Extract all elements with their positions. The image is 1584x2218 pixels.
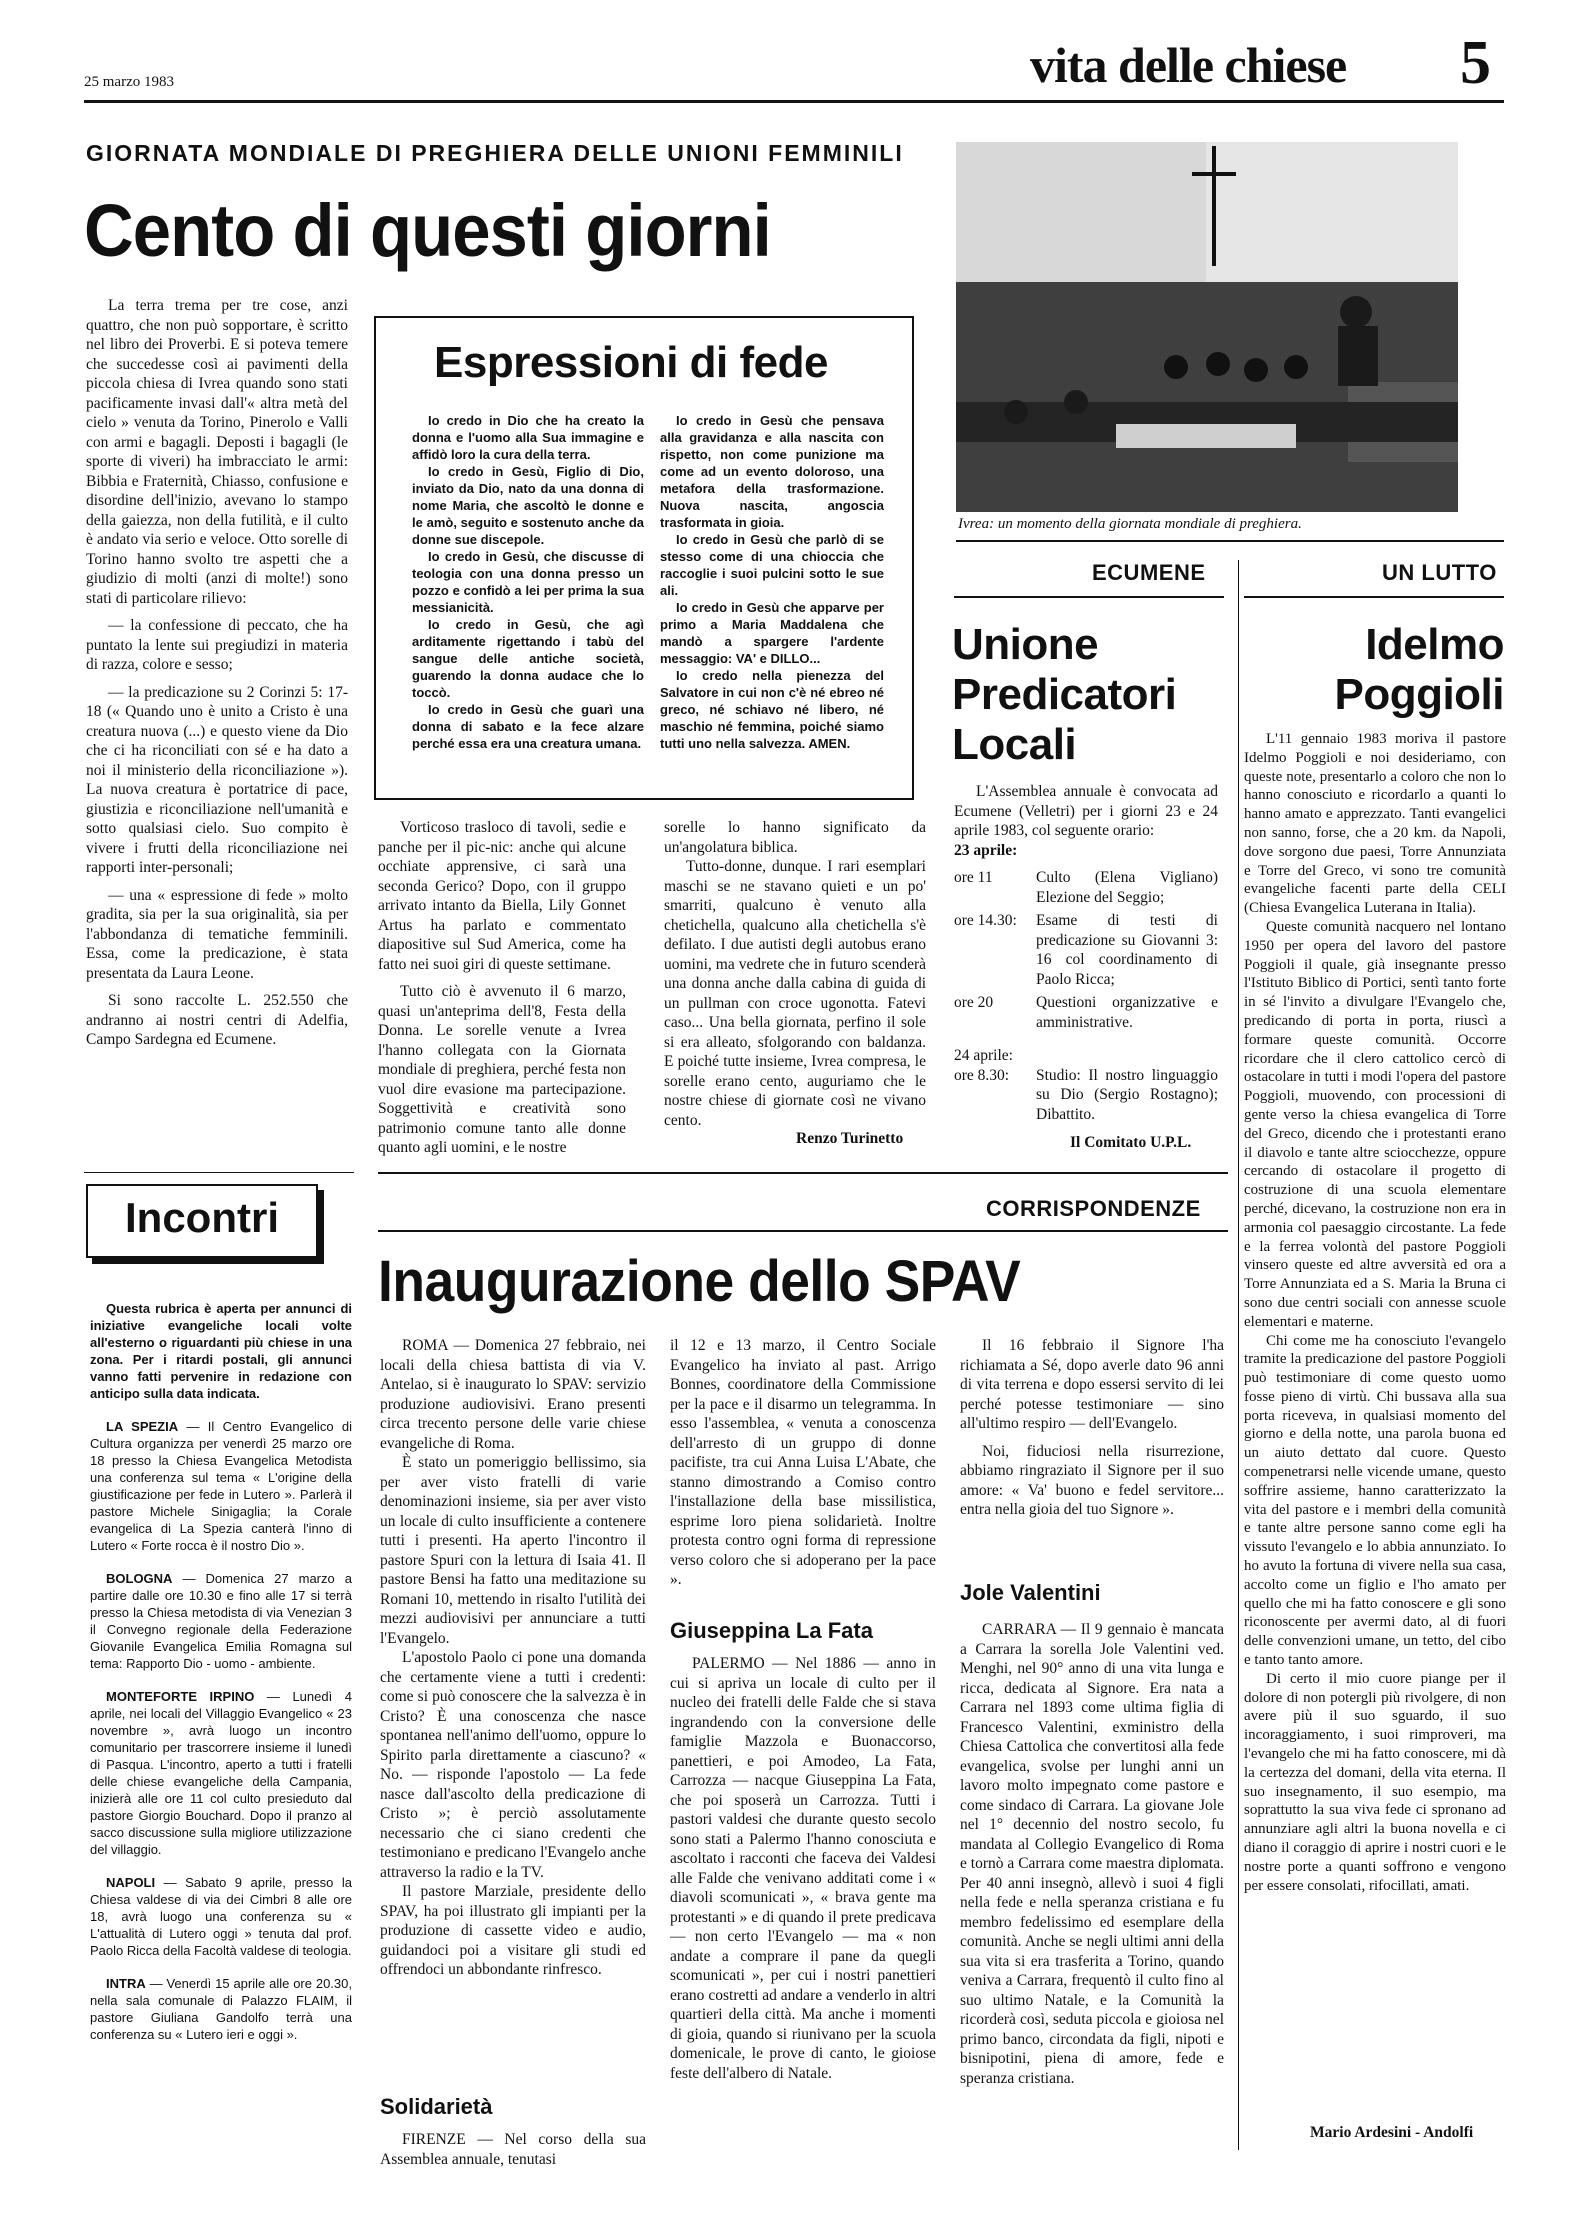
lead-col-3	[664, 818, 926, 1130]
faith-box	[374, 316, 914, 800]
spav-label: CORRISPONDENZE	[986, 1196, 1201, 1221]
lead-col1-par: — la confessione di peccato, che ha puntato la lente sui pregiudizi in materia di razza, colore e sesso;	[86, 617, 348, 673]
incontri-item: BOLOGNA — Domenica 27 marzo a partire dalle ore 10.30 e fino alle 17 si terrà presso la Chiesa metodista di via Venezian 3 il Convegno regionale della Federazione Giovanile Evangelica Emilia Romagna sul tema: Rapporto Dio - uomo - ambiente.	[90, 1571, 353, 1671]
incontri-item: LA SPEZIA — Il Centro Evangelico di Cultura organizza per venerdì 25 marzo ore 18 presso la Chiesa Evangelica Metodista una conferenza sul tema « L'origine della giustificazione per fede in Lutero ». Parlerà il pastore Michele Sinigaglia; la Corale evangelica di La Spezia canterà l'inno di Lutero « Forte rocca è il nostro Dio ».	[90, 1419, 352, 1553]
lead-col2-par: Tutto ciò è avvenuto il 6 marzo, quasi un'anteprima dell'8, Festa della Donna. Le sorelle venute a Ivrea l'hanno collegata con la Giornata mondiale di preghiera, perché festa non vuol dire evasione ma partecipazione. Soggettività e creatività sono patrimonio comune tanto alle donne quanto agli uomini, e le nostre	[378, 983, 626, 1156]
ecumene-label: ECUMENE	[1092, 560, 1206, 585]
lafata-cont: Il 16 febbraio il Signore l'ha richiamata a Sé, dopo averle dato 96 anni di vita terrena e dopo essersi servito di lei perché potesse testimoniare — sino all'ultimo respiro — dell'Evangelo.	[960, 1337, 1224, 1432]
faith-statement: Io credo in Gesù, che agì arditamente rigettando i tabù del sangue delle antiche società, guarendo la donna audace che lo toccò.	[412, 617, 644, 700]
faith-box-title: Espressioni di fede	[434, 338, 828, 387]
lutto-par: L'11 gennaio 1983 moriva il pastore Idelmo Poggioli e noi desideriamo, con queste note, presentarlo a coloro che non lo hanno conosciuto e ricordarlo a quanti lo hanno amato e apprezzato. Tanti evangelici non sanno, forse, che a 20 km. da Napoli, dove sorgono due paesi, Torre Annunziata e Torre del Greco, vi sono tre comunità evangeliche facenti parte della CELI (Chiesa Evangelica Luterana in Italia).	[1244, 731, 1506, 917]
spav-top-rule	[378, 1172, 1228, 1174]
lafata-text: PALERMO — Nel 1886 — anno in cui si apriva un locale di culto per il nucleo dei fratelli delle Falde che si stava ingrandendo con la conversione delle famiglie Mazzola e Buonaccorso, panettieri, e poi Amodeo, La Fata, Carrozza — nacque Giuseppina La Fata, che poi sposerà un Carrozza. Tutti i pastori valdesi che durante questo secolo sono stati a Palermo l'hanno conosciuta e ascoltato i racconti che faceva dei Valdesi alle Falde che venivano additati come i « diavoli scomunicati », « brava gente ma protestanti » e di quando il prete predicava — non certo l'Evangelo — ma « non andate a comprare il pane da quegli scomunicati », per cui i nostri panettieri erano costretti ad andare a venderlo in altri quartieri della città. Ma anche i momenti di gioia, quando si riunivano per la scuola domenicale, le prove di canto, le gioiose feste dell'albero di Natale.	[670, 1655, 936, 2082]
incontri-title: Incontri	[125, 1194, 279, 1241]
ecumene-title-line: Unione	[952, 620, 1099, 669]
spav-col-1	[380, 1336, 646, 1980]
valentini-title: Jole Valentini	[960, 1580, 1101, 1605]
photo-caption: Ivrea: un momento della giornata mondiale di preghiera.	[958, 516, 1302, 532]
spav-par: È stato un pomeriggio bellissimo, sia per aver visto fratelli di varie denominazioni insieme, sia per aver visto un locale di culto insufficiente a contenere tutti i presenti. Ha aperto l'incontro il pastore Spuri con la lettura di Isaia 41. Il pastore Bensi ha fatto una meditazione su Romani 10, mettendo in risalto l'utilità dei mezzi audiovisivi per annunciare a tutti l'Evangelo.	[380, 1454, 646, 1647]
solidarieta-cont: il 12 e 13 marzo, il Centro Sociale Evangelico ha inviato al past. Arrigo Bonnes, coordinatore della Commissione per la pace e il disarmo un telegramma. In esso l'assemblea, « venuta a conoscenza dell'arresto di un gruppo di donne pacifiste, tra cui Anna Luisa L'Abate, che stanno dimostrando a Comiso contro l'installazione della base missilistica, esprime loro piena solidarietà. Inoltre protesta contro ogni forma di repressione verso coloro che si adoperano per la pace ».	[670, 1337, 936, 1588]
ecumene-intro: L'Assemblea annuale è convocata ad Ecumene (Velletri) per i giorni 23 e 24 aprile 1983, col seguente orario:	[954, 783, 1218, 839]
ecumene-day: 23 aprile:	[954, 841, 1018, 859]
header-rule	[84, 100, 1504, 103]
incontri-item: NAPOLI — Sabato 9 aprile, presso la Chiesa valdese di via dei Cimbri 8 alle ore 18, avrà luogo una conferenza su « L'attualità di Lutero oggi » tenuta dal prof. Paolo Ricca della Facoltà valdese di teologia.	[90, 1875, 352, 1958]
lafata-body	[670, 1654, 936, 2083]
agenda-row: ore 20 Questioni organizzative e amministrative.	[954, 994, 1218, 1031]
lead-col-2	[378, 818, 626, 1158]
page-number: 5	[1460, 29, 1491, 97]
faith-box-left	[412, 412, 644, 752]
agenda-row: ore 11 Culto (Elena Vigliano) Elezione del Seggio;	[954, 869, 1218, 906]
spav-col-3	[960, 1336, 1224, 1520]
ecumene-title-line: Locali	[952, 720, 1077, 769]
faith-statement: Io credo in Gesù, che discusse di teologia con una donna presso un pozzo e confidò a lei per prima la sua messianicità.	[412, 549, 644, 615]
agenda-row: ore 8.30: Studio: Il nostro linguaggio su Dio (Sergio Rostagno); Dibattito.	[954, 1066, 1218, 1123]
lafata-cont: Noi, fiduciosi nella risurrezione, abbiamo ringraziato il Signore per il suo amore: « Va' buono e fedel servitore... entra nella gioia del tuo Signore ».	[960, 1442, 1224, 1518]
faith-box-right	[660, 412, 884, 752]
spav-col-2	[670, 1336, 936, 1590]
lead-author: Renzo Turinetto	[796, 1130, 904, 1147]
ecumene-body	[954, 782, 1218, 1124]
lutto-author: Mario Ardesini - Andolfi	[1310, 2124, 1474, 2141]
lutto-body	[1244, 730, 1506, 1895]
ecumene-day: 24 aprile:	[954, 1047, 1013, 1064]
lutto-title-line: Idelmo	[1365, 620, 1504, 669]
photo-ivrea	[956, 142, 1458, 512]
lutto-par: Di certo il mio cuore piange per il dolore di non potergli più rivolgere, di non avere più il suo sguardo, il suo incoraggiamento, i suoi rimproveri, ma l'evangelo che mi ha fatto conoscere, mi dà la certezza del domani, della vita eterna. Il suo insegnamento, il suo esempio, ma soprattutto la sua viva fede ci spronano ad annunziare agli altri la buona novella e ci diano il coraggio di aprire i nostri cuori e le nostre porte a quanti soffrono e vengono per essere consolati, rifocillati, amati.	[1244, 1670, 1506, 1894]
spav-par: Il pastore Marziale, presidente dello SPAV, ha poi illustrato gli impianti per la produzione di cassette video e audio, guidandoci poi a visitare gli studi ed offrendoci un abbondante rinfresco.	[380, 1883, 646, 1978]
incontri-top-rule	[84, 1172, 354, 1173]
page-date: 25 marzo 1983	[84, 74, 174, 90]
spav-title: Inaugurazione dello SPAV	[378, 1249, 1021, 1314]
solidarieta-body	[380, 2130, 646, 2169]
ecumene-rule	[954, 596, 1224, 598]
solidarieta-title: Solidarietà	[380, 2094, 493, 2119]
lead-col1-par: — una « espressione di fede » molto gradita, sia per la sua originalità, sia per l'abbondanza di tematiche femminili. Essa, come la predicazione, è stata presentata da Laura Leone.	[86, 886, 348, 982]
agenda-row: ore 14.30: Esame di testi di predicazione su Giovanni 3: 16 col coordinamento di Paolo Ricca;	[954, 912, 1218, 988]
spav-par: ROMA — Domenica 27 febbraio, nei locali della chiesa battista di via V. Antelao, si è inaugurato lo SPAV: servizio produzione audiovisivi. Erano presenti circa trecento persone delle varie chiese evangeliche di Roma.	[380, 1337, 646, 1452]
photo-rule	[956, 540, 1504, 542]
incontri-box	[86, 1184, 318, 1258]
lutto-label: UN LUTTO	[1382, 560, 1497, 585]
solidarieta-text: FIRENZE — Nel corso della sua Assemblea annuale, tenutasi	[380, 2131, 646, 2168]
valentini-text: CARRARA — Il 9 gennaio è mancata a Carrara la sorella Jole Valentini ved. Menghi, nel 90° anno di una vita lunga e ricca, dedicata al Signore. Era nata a Carrara nel 1893 come ultima figlia di Francesco Valentini, exministro della Chiesa Cattolica che convertitosi alla fede evangelica, svolse per lunghi anni un lavoro molto impegnato come pastore e come sindaco di Carrara. La giovane Jole nel 1° decennio del nostro secolo, fu mandata al Collegio Evangelico di Roma e tornò a Carrara come maestra diplomata. Per 40 anni insegnò, allevò i suoi 4 figli nella fede e nella speranza cristiana e fu membro fedelissimo ed esemplare della comunità. Anche se negli ultimi anni della sua vita si era trasferita a Torino, quando veniva a Carrara, frequentò il culto fino al suo ultimo Natale, e la Comunità la ricorderà così, seduta piccola e gioiosa nel primo banco, circondata da figli, nipoti e bisnipotini, piena di amore, fede e speranza cristiana.	[960, 1621, 1224, 2087]
incontri-item: INTRA — Venerdì 15 aprile alle ore 20.30, nella sala comunale di Palazzo FLAIM, il pastore Giuliana Gandolfo terrà una conferenza su « Lutero ieri e oggi ».	[90, 1976, 352, 2042]
lead-col2-par: Vorticoso trasloco di tavoli, sedie e panche per il pic-nic: anche qui alcune occhiate apprensive, ci sarà una seconda Gerico? Dopo, con il gruppo arrivato intanto da Biella, Lily Gonnet Artus ha parlato e commentato diapositive sul Sud America, come ha fatto nei suoi giri di queste settimane.	[378, 819, 626, 973]
lead-col3-par: sorelle lo hanno significato da un'angolatura biblica.	[664, 819, 926, 856]
faith-statement: Io credo in Gesù, Figlio di Dio, inviato da Dio, nato da una donna di nome Maria, che ascoltò le donne e le amò, seguito e sostenuto anche da donne sue discepole.	[412, 464, 644, 547]
photo-illustration	[956, 142, 1458, 512]
ecumene-title-line: Predicatori	[952, 670, 1177, 719]
faith-statement: Io credo nella pienezza del Salvatore in cui non c'è né ebreo né greco, né schiavo né libero, né maschio né femmina, poiché siamo tutti uno nella salvezza. AMEN.	[660, 668, 884, 751]
lead-col3-par: Tutto-donne, dunque. I rari esemplari maschi se ne stavano quieti e un po' smarriti, qualcuno è venuto alla chetichella, qualcuno alla chetichella s'è defilato. I due autisti degli autobus erano uomini, ma vedrete che in futuro scenderà una donna anche dalla cabina di guida di un pullman con croce ugonotta. Fatevi caso... Una bella giornata, perfino il sole si era alleato, sfolgorando con baldanza. E poiché tutte insieme, Ivrea compresa, le sorelle erano cento, auguriamo che le nostre chiese di giornate così ne vivano cento.	[664, 858, 926, 1129]
ecumene-title	[952, 620, 1176, 770]
lutto-title	[1250, 620, 1504, 720]
lutto-title-line: Poggioli	[1334, 670, 1504, 719]
lutto-par: Chi come me ha conosciuto l'evangelo tramite la predicazione del pastore Poggioli può testimoniare di come questo uomo fosse pieno di virtù. Chi bussava alla sua porta riceveva, in qualsiasi momento del giorno e della notte, una parola buona ed un aiuto dettato dal cuore. Questo compenetrarsi nelle vicende umane, questo soffrire assieme, hanno caratterizzato la vita del pastore e i membri della comunità e tante altre persone sanno come egli ha vissuto l'evangelo e lo abbia annunziato. Io ho avuto la fortuna di vivere nella sua casa, accolto come un figlio e l'ho amato per quello che mi ha fatto conoscere e gli sono riconoscente per avermi dato, al di fuori delle convenzioni umane, un tetto, del cibo e tanto tanto amore.	[1244, 1332, 1506, 1669]
lutto-par: Queste comunità nacquero nel lontano 1950 per opera del lavoro del pastore Poggioli il quale, già insegnante presso l'Istituto Biblico di Portici, sentì tanto forte in sé l'invito a divulgare l'Evangelo che, predicando di porta in porta, riuscì a formare queste comunità. Occorre ricordare che il clero cattolico cercò di ostacolare in tutti i modi l'opera del pastore Poggioli, muovendo, con processioni di gente verso la chiesa evangelica di Torre del Greco, dicendo che i protestanti erano il diavolo e tante altre sciocchezze, oppure cercando di ostacolare il progetto di costruzione di una scuola elementare perché, dicevano, la costruzione non era in armonia col paesaggio circostante. La fede e la ferrea volontà del pastore Poggioli vinsero queste ed altre avversità ed ora a Torre Annunziata ed a S. Maria la Bruna ci sono due centri sociali con annesse scuole elementari e materne.	[1244, 918, 1506, 1330]
spav-par: L'apostolo Paolo ci pone una domanda che certamente viene a tutti i credenti: come si può conoscere che la salvezza è in Cristo? È una conoscenza che nasce spontanea nell'animo dell'uomo, oppure lo Spirito parla direttamente a ciascuno? « No. — risponde l'apostolo — La fede nasce dall'ascolto della predicazione di Cristo »; è perciò assolutamente necessario che ci siano credenti che testimoniano e predicano l'Evangelo anche attraverso la radio e la TV.	[380, 1649, 646, 1881]
lead-col-1	[86, 296, 348, 1050]
ecumene-agenda-1	[954, 841, 1218, 1125]
faith-statement: Io credo in Gesù che apparve per primo a Maria Maddalena che mandò a spargere l'ardente messaggio: VA' e DILLO...	[660, 600, 884, 666]
lead-title: Cento di questi giorni	[84, 189, 771, 272]
lutto-rule	[1244, 596, 1504, 598]
lead-col1-par: Si sono raccolte L. 252.550 che andranno ai nostri centri di Adelfia, Campo Sardegna ed Ecumene.	[86, 992, 348, 1048]
faith-statement: Io credo in Gesù che guarì una donna di sabato e la fece alzare perché essa era una creatura umana.	[412, 702, 644, 751]
faith-statement: Io credo in Gesù che parlò di se stesso come di una chioccia che raccoglie i suoi pulcini sotto le sue ali.	[660, 532, 884, 598]
lead-kicker: GIORNATA MONDIALE DI PREGHIERA DELLE UNIONI FEMMINILI	[86, 140, 904, 166]
faith-statement: Io credo in Gesù che pensava alla gravidanza e alla nascita con rispetto, non come punizione ma come ad un evento doloroso, una metafora della trasformazione. Nuova nascita, angoscia trasformata in gioia.	[660, 413, 884, 530]
lafata-title: Giuseppina La Fata	[670, 1618, 873, 1643]
faith-statement: Io credo in Dio che ha creato la donna e l'uomo alla Sua immagine e affidò loro la cura della terra.	[412, 413, 644, 462]
section-title: vita delle chiese	[1030, 37, 1347, 93]
ecumene-signature: Il Comitato U.P.L.	[1070, 1134, 1192, 1151]
lead-col1-par: — la predicazione su 2 Corinzi 5: 17-18 (« Quando uno è unito a Cristo è una creatura nuova (...) e questo viene da Dio che ci ha riconciliati con sé e ha dato a noi il ministerio della riconciliazione »). La nuova creatura è portatrice di pace, giustizia e riconciliazione nell'umanità e sotto qualsiasi cielo. Suo compito è vivere i frutti della riconciliazione nei rapporti inter-personali;	[86, 683, 348, 876]
lead-col1-par: La terra trema per tre cose, anzi quattro, che non può sopportare, è scritto nel libro dei Proverbi. E si poteva temere che succedesse così ai pavimenti della piccola chiesa di Ivrea quando sono stati pacificamente invasi dall'« altra metà del cielo » venuta da Torino, Pinerolo e Valli con armi e bagagli. Deposti i bagagli (le sporte di viveri) ha imbracciato le armi: Bibbia e Fraternità, Chiasso, confusione e disordine dell'inizio, avevano lo stampo della gaiezza, non della futilità, e il culto è andato via serio e veloce. Otto sorelle di Torino hanno svolto tre aspetti che a giudizio di molti (anzi di molte!) sono stati di particolare rilievo:	[86, 297, 348, 607]
incontri-intro: Questa rubrica è aperta per annunci di iniziative evangeliche locali volte all'esterno o riguardanti più chiese in una zona. Per i ritardi postali, gli annunci vanno fatti pervenire in redazione con anticipo sulla data indicata.	[90, 1301, 352, 1401]
incontri-item: MONTEFORTE IRPINO — Lunedì 4 aprile, nei locali del Villaggio Evangelico « 23 novembre », avrà luogo un incontro comunitario per trascorrere insieme il lunedì di Pasqua. L'incontro, aperto a tutti i fratelli delle chiese evangeliche della Campania, inizierà alle ore 11 col culto presieduto dal pastore Giorgio Bouchard. Dopo il pranzo al sacco discussione sulla migliore utilizzazione del villaggio.	[90, 1689, 352, 1857]
spav-label-rule	[378, 1230, 1228, 1232]
valentini-body	[960, 1620, 1224, 2088]
incontri-body	[90, 1300, 352, 2043]
column-rule	[1238, 560, 1239, 2150]
